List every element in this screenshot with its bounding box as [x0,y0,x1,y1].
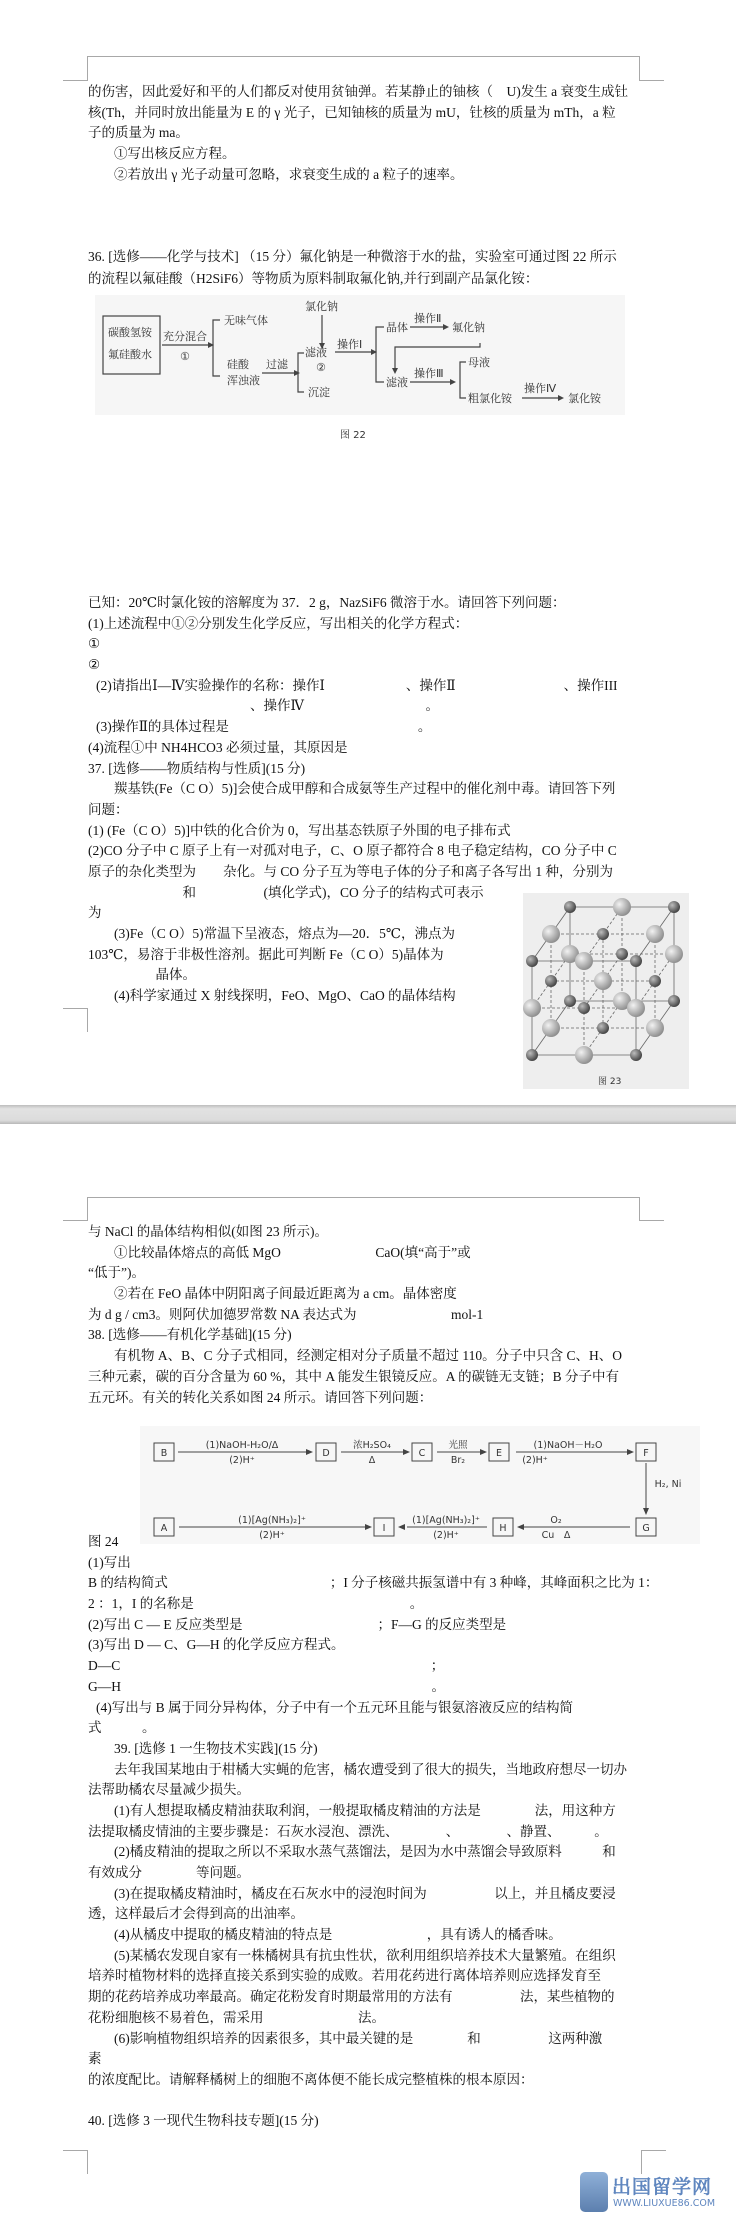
figure-22-flowchart [95,295,625,445]
text-line: 的浓度配比。请解释橘树上的细胞不离体便不能长成完整植株的根本原因： [88,2071,534,2087]
reagent-label: 浓H₂SO₄ [353,1440,391,1451]
atom-small [545,975,557,987]
flow-reactants: 碳酸氢铵 [108,326,152,339]
reagent-label: (2)H⁺ [259,1530,285,1541]
reagent-label: (1)[Ag(NH₃)₂]⁺ [238,1515,306,1526]
compound-h: H [499,1523,507,1534]
text-line: ①比较晶体熔点的高低 MgO CaO(填“高于”或 [114,1244,471,1260]
page2-crop-mark-right [639,1220,664,1221]
atom-small [526,1049,538,1061]
page2-crop-mark-right [639,1197,640,1221]
flow-label-mix: 充分混合 [163,330,207,343]
flow-label-filter: 过滤 [266,358,288,371]
text-line: ① [88,636,101,652]
text-line: 去年我国某地由于柑橘大实蝇的危害，橘农遭受到了很大的损失，当地政府想尽一切办 [114,1761,627,1777]
text-line: G—H 。 [88,1678,445,1694]
page1-crop-mark-bottom-left [87,1008,88,1032]
text-line: 式 。 [88,1720,156,1736]
compound-d: D [322,1448,330,1459]
text-line: 、操作Ⅳ 。 [88,698,439,714]
page1-crop-mark-right [639,56,640,80]
page-break [0,1105,736,1124]
reagent-label: (2)H⁺ [522,1455,548,1466]
text-line: 原子的杂化类型为 杂化。与 CO 分子互为等电子体的分子和离子各写出 1 种，分别为 [88,863,614,879]
flow-filtrate: 滤液 [305,346,327,359]
watermark-url: WWW.LIUXUE86.COM [613,2198,716,2209]
question-36-heading [88,246,688,290]
question-39-heading: 39. [选修 1 一生物技术实践](15 分) [114,1740,318,1756]
atom-large [594,972,612,990]
reagent-label: Br₂ [450,1455,466,1466]
text-line: 的伤害，因此爱好和平的人们都反对使用贫铀弹。若某静止的铀核（ U)发生 a 衰变生成钍 [88,84,628,99]
text-line: 2 ：1，I 的名称是 。 [88,1596,424,1612]
page1-top-text [88,82,688,185]
reagent-label: (1)NaOH-H₂O/Δ [205,1440,279,1451]
text-line: 和 (填化学式)，CO 分子的结构式可表示 [88,884,484,900]
atom-large [523,999,541,1017]
text-line: 有效成分 等问题。 [88,1865,250,1880]
reagent-label: (1)NaOH－H₂O [533,1440,603,1451]
page2-crop-mark-left [63,1220,88,1221]
blank-line [88,2091,688,2112]
text-line: (3)Fe（C O）5)常温下呈液态，熔点为—20．5℃，沸点为 [114,926,455,941]
text-line: 透，这样最后才会得到高的出油率。 [88,1906,304,1922]
question-37-heading: 37. [选修——物质结构与性质](15 分) [88,760,306,776]
atom-small [616,948,628,960]
text-line: (4)写出与 B 属于同分异构体，分子中有一个五元环且能与银氨溶液反应的结构简 [96,1699,573,1715]
atom-small [597,1022,609,1034]
page2-text-a [88,1222,688,1408]
page2-text-b [88,1532,688,2132]
text-line: 有机物 A、B、C 分子式相同，经测定相对分子质量不超过 110。分子中只含 C、H、O [114,1348,623,1364]
page1-crop-mark-right [639,80,664,81]
reagent-label: (1)[Ag(NH₃)₂]⁺ [412,1515,480,1526]
text-line: 子的质量为 ma。 [88,125,189,141]
compound-g: G [642,1523,650,1534]
text-line: 为 [88,905,102,921]
atom-large [542,1019,560,1037]
compound-c: C [418,1448,426,1459]
text-line: 法提取橘皮情油的主要步骤是：石灰水浸泡、漂洗、 、 、静置、 。 [88,1823,608,1839]
text-line: (1) (Fe（C O）5)]中铁的化合价为 0，写出基态铁原子外围的电子排布式 [88,822,511,838]
text-line: ② [88,657,101,673]
text-line: (5)某橘农发现自家有一株橘树具有抗虫性状，欲利用组织培养技术大量繁殖。在组织 [114,1947,616,1963]
text-line: (2)写出 C — E 反应类型是 ；F—G 的反应类型是 [88,1616,507,1632]
compound-a: A [160,1523,168,1534]
compound-e: E [495,1448,503,1459]
text-line: 法帮助橘农尽量减少损失。 [88,1782,250,1798]
reagent-label: (2)H⁺ [229,1455,255,1466]
text-line: (3)写出 D — C、G—H 的化学反应方程式。 [88,1637,345,1653]
text-line: D—C ； [88,1658,445,1674]
flow-op-3: 操作Ⅲ [414,367,444,380]
atom-large [646,1019,664,1037]
reagent-label: H₂, Ni [654,1479,682,1490]
page1-crop-mark-bottom-left [63,1008,88,1009]
atom-small [578,1002,590,1014]
flow-turbid: 浑浊液 [227,374,260,387]
atom-large [575,952,593,970]
page2-crop-mark-bottom-right [641,2150,666,2151]
text-line: 培养时植物材料的选择直接关系到实验的成败。若用花药进行离体培养则应选择发育至 [88,1968,601,1984]
compound-b: B [160,1448,168,1459]
text-line: 36. [选修——化学与技术] （15 分）氟化钠是一种微溶于水的盐，实验室可通过图 22 所示 [88,249,617,264]
reagent-label: O₂ [550,1515,562,1526]
text-line: 素 [88,2051,102,2067]
text-line: (4)从橘皮中提取的橘皮精油的特点是 ，具有诱人的橘香味。 [114,1927,562,1943]
figure-24-caption: 图 24 [88,1534,119,1549]
text-line: (4)流程①中 NH4HCO3 必须过量，其原因是 [88,739,348,755]
question-40-heading: 40. [选修 3 一现代生物科技专题](15 分) [88,2113,319,2129]
atom-large [646,925,664,943]
text-line: (2)请指出Ⅰ—Ⅳ实验操作的名称：操作Ⅰ 、操作Ⅱ 、操作III [96,677,618,693]
atom-small [564,901,576,913]
page2-crop-mark-left [87,1197,88,1221]
flow-naf-input: 氯化钠 [305,300,338,313]
text-line: (1)上述流程中①②分别发生化学反应，写出相关的化学方程式： [88,615,469,631]
atom-small [649,975,661,987]
page2-crop-mark-bottom-left [63,2150,88,2151]
watermark-logo [580,2172,736,2214]
reagent-label: 光照 [448,1440,468,1451]
atom-small [668,995,680,1007]
page2-crop-mark-bottom-left [87,2150,88,2174]
text-line: 为 d g / cm3。则阿伏加德罗常数 NA 表达式为 mol-1 [88,1306,484,1322]
atom-small [668,901,680,913]
reagent-label: (2)H⁺ [433,1530,459,1541]
figure-24-reaction-scheme [140,1426,700,1544]
atom-small [630,955,642,967]
atom-small [564,995,576,1007]
text-line: ②若在 FeO 晶体中阴阳离子间最近距离为 a cm。晶体密度 [114,1286,457,1302]
atom-small [630,1049,642,1061]
page1-crop-mark-top [87,56,640,57]
flow-op-2: 操作Ⅱ [414,312,442,325]
flow-crystal: 晶体 [386,321,408,334]
text-line: 三种元素，碳的百分含量为 60 %，其中 A 能发生银镜反应。A 的碳链无支链；B 分子中有 [88,1368,620,1384]
text-line: B 的结构简式 ；I 分子核磁共振氢谱中有 3 种峰，其峰面积之比为 1： [88,1575,659,1591]
reagent-label: Cu Δ [541,1530,571,1541]
text-line: 花粉细胞核不易着色，需采用 法。 [88,2009,385,2025]
flow-precipitate: 沉淀 [308,386,330,399]
text-line: 103℃，易溶于非极性溶剂。据此可判断 Fe（C O）5)晶体为 [88,946,444,962]
flow-step-1: ① [180,350,190,363]
text-line: 已知：20℃时氯化铵的溶解度为 37．2 g，NazSiF6 微溶于水。请回答下列问题： [88,595,566,610]
text-line: 晶体。 [88,967,196,983]
flow-step-2: ② [316,361,326,374]
flow-turbid: 硅酸 [227,358,249,371]
flow-crude: 粗氯化铵 [468,392,512,405]
page2-crop-mark-bottom-right [641,2150,642,2174]
flow-reactants: 氟硅酸水 [108,348,152,361]
atom-large [627,999,645,1017]
text-line: ②若放出 γ 光子动量可忽略，求衰变生成的 a 粒子的速率。 [114,166,464,182]
text-line: 五元环。有关的转化关系如图 24 所示。请回答下列问题： [88,1389,433,1405]
flow-gas: 无味气体 [224,314,268,327]
text-line: (2)CO 分子中 C 原子上有一对孤对电子，C、O 原子都符合 8 电子稳定结构，CO 分子中 C [88,843,617,859]
flow-filtrate-2: 滤液 [386,376,408,389]
flow-product: 氯化铵 [568,392,601,405]
text-line: (6)影响植物组织培养的因素很多，其中最关键的是 和 这两种激 [114,2030,603,2046]
page1-crop-mark-left [87,56,88,80]
text-line: “低于”)。 [88,1265,145,1281]
figure-23-crystal-structure [523,893,689,1089]
watermark-name: 出国留学网 [612,2176,713,2198]
figure-caption: 图 22 [340,430,366,441]
flow-mother-liquor: 母液 [468,356,490,369]
text-line: 核(Th，并同时放出能量为 E 的 γ 光子，已知铀核的质量为 mU，钍核的质量为 mTh，a 粒 [88,104,616,120]
text-line: (4)科学家通过 X 射线探明，FeO、MgO、CaO 的晶体结构 [114,988,456,1004]
figure-caption: 图 23 [598,1077,622,1087]
globe-cap-icon [580,2172,608,2212]
compound-f: F [643,1448,649,1459]
text-line: 羰基铁(Fe（C O）5)]会使合成甲醇和合成氨等生产过程中的催化剂中毒。请回答下列 [114,781,616,797]
atom-large [665,945,683,963]
text-line: (1)写出 [88,1554,131,1570]
atom-small [526,955,538,967]
text-line: (1)有人想提取橘皮精油获取利润，一般提取橘皮精油的方法是 法，用这种方 [114,1802,616,1818]
text-line: ①写出核反应方程。 [114,146,236,162]
atom-large [575,1046,593,1064]
reagent-label: Δ [368,1455,376,1466]
text-line: (3)操作Ⅱ的具体过程是 。 [96,719,432,735]
text-line: 的流程以氟硅酸（H2SiF6）等物质为原料制取氟化钠,并行到副产品氯化铵： [88,271,539,286]
flow-op-4: 操作Ⅳ [524,382,557,395]
text-line: 期的花药培养成功率最高。确定花粉发育时期最常用的方法有 法，某些植物的 [88,1989,615,2005]
text-line: 与 NaCl 的晶体结构相似(如图 23 所示)。 [88,1224,328,1239]
flow-op-1: 操作Ⅰ [337,338,363,351]
page1-crop-mark-left [63,80,88,81]
text-line: (3)在提取橘皮精油时，橘皮在石灰水中的浸泡时间为 以上，并且橘皮要浸 [114,1885,616,1901]
text-line: (2)橘皮精油的提取之所以不采取水蒸气蒸馏法，是因为水中蒸馏会导致原料 和 [114,1844,616,1860]
question-38-heading: 38. [选修——有机化学基础](15 分) [88,1327,292,1343]
text-line: 问题： [88,801,129,817]
atom-large [613,898,631,916]
flow-naf-output: 氟化钠 [452,321,485,334]
atom-small [597,928,609,940]
page2-crop-mark-top [87,1197,640,1198]
atom-large [542,925,560,943]
compound-i: I [382,1523,386,1534]
